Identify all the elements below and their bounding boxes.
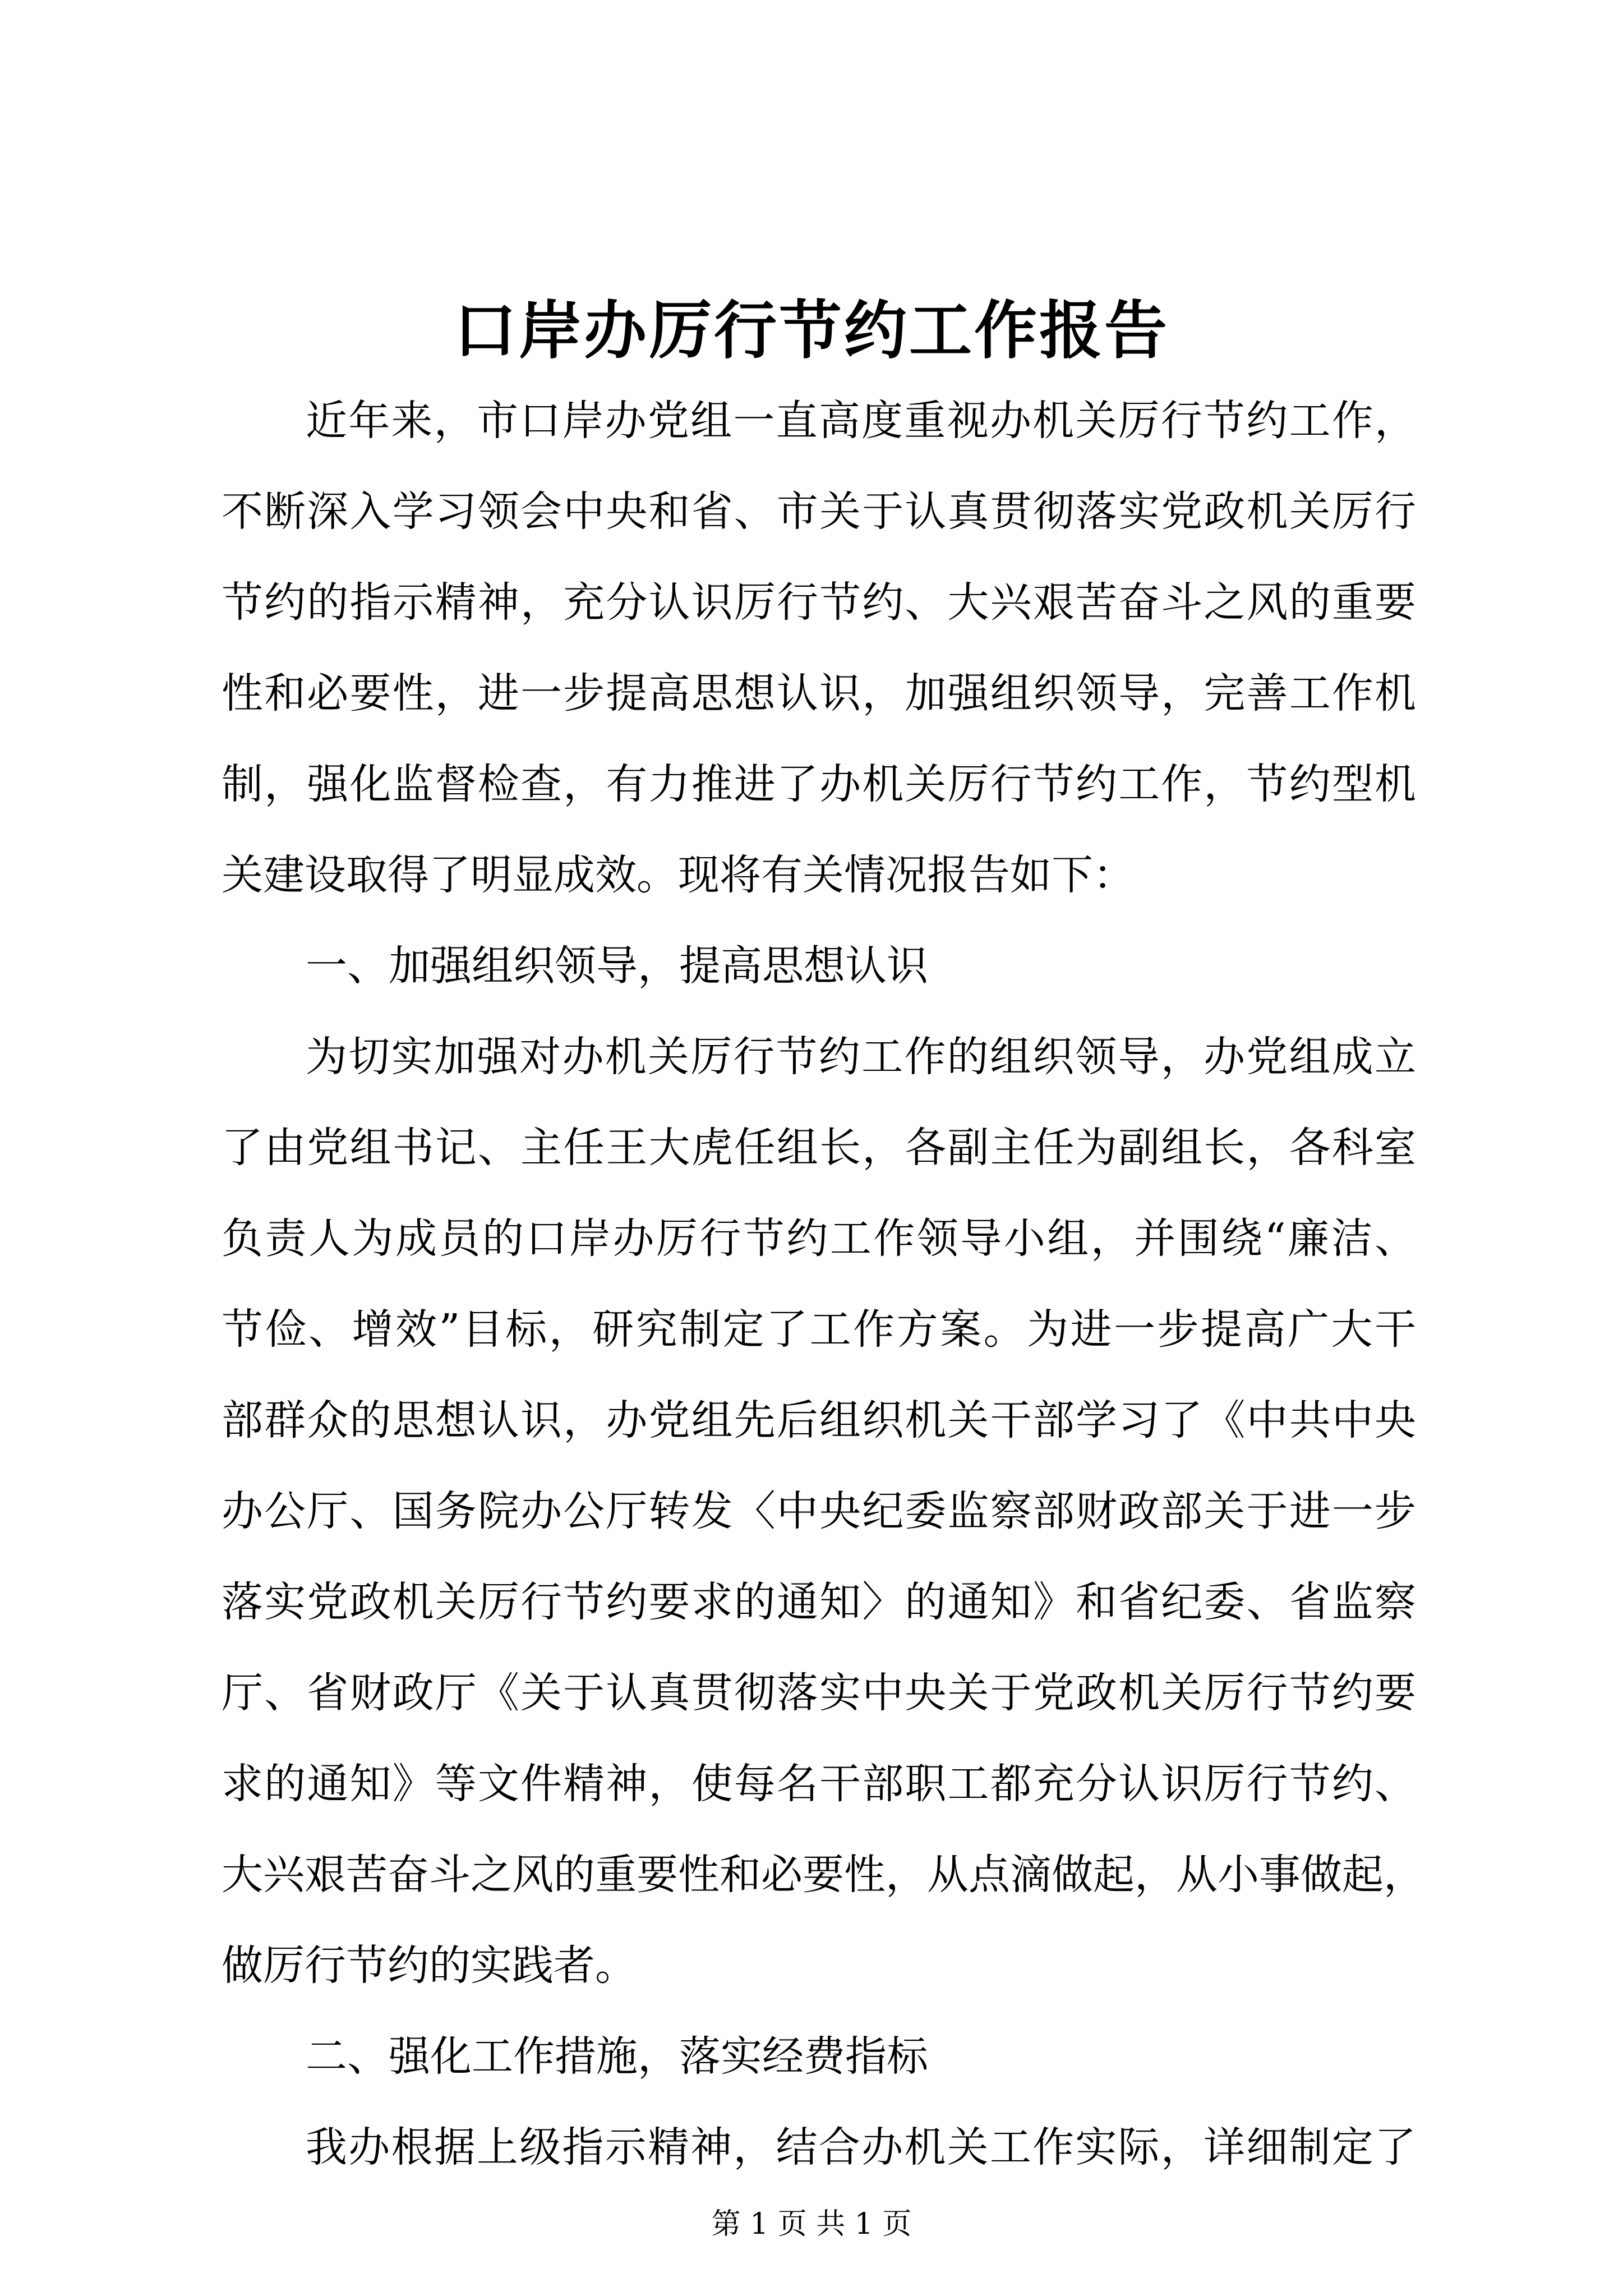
paragraph-line: 求的通知》等文件精神，使每名干部职工都充分认识厉行节约、 <box>222 1760 1416 1808</box>
paragraph-line: 我办根据上级指示精神，结合办机关工作实际，详细制定了 <box>306 2123 1416 2171</box>
paragraph-line: 负责人为成员的口岸办厉行节约工作领导小组，并围绕“廉洁、 <box>222 1214 1416 1263</box>
paragraph-line: 关建设取得了明显成效。现将有关情况报告如下： <box>222 851 1135 899</box>
paragraph-line: 厅、省财政厅《关于认真贯彻落实中央关于党政机关厉行节约要 <box>222 1669 1416 1717</box>
paragraph-line: 制，强化监督检查，有力推进了办机关厉行节约工作，节约型机 <box>222 760 1416 808</box>
paragraph-line: 办公厅、国务院办公厅转发〈中央纪委监察部财政部关于进一步 <box>222 1487 1416 1535</box>
page-footer: 第 1 页 共 1 页 <box>711 2207 912 2241</box>
paragraph-line: 近年来，市口岸办党组一直高度重视办机关厉行节约工作， <box>306 397 1416 445</box>
document-title: 口岸办厉行节约工作报告 <box>454 294 1169 367</box>
paragraph-line: 落实党政机关厉行节约要求的通知〉的通知》和省纪委、省监察 <box>222 1578 1416 1626</box>
paragraph-line: 大兴艰苦奋斗之风的重要性和必要性，从点滴做起，从小事做起， <box>222 1851 1425 1899</box>
paragraph-line: 做厉行节约的实践者。 <box>222 1941 637 1990</box>
section-heading: 二、强化工作措施，落实经费指标 <box>306 2032 928 2081</box>
paragraph-line: 不断深入学习领会中央和省、市关于认真贯彻落实党政机关厉行 <box>222 487 1416 536</box>
paragraph-line: 节约的指示精神，充分认识厉行节约、大兴艰苦奋斗之风的重要 <box>222 578 1416 627</box>
paragraph-line: 部群众的思想认识，办党组先后组织机关干部学习了《中共中央 <box>222 1396 1416 1444</box>
paragraph-line: 为切实加强对办机关厉行节约工作的组织领导，办党组成立 <box>306 1033 1416 1081</box>
section-heading: 一、加强组织领导，提高思想认识 <box>306 942 928 990</box>
paragraph-line: 性和必要性，进一步提高思想认识，加强组织领导，完善工作机 <box>222 669 1416 717</box>
paragraph-line: 了由党组书记、主任王大虎任组长，各副主任为副组长，各科室 <box>222 1124 1416 1172</box>
paragraph-line: 节俭、增效”目标，研究制定了工作方案。为进一步提高广大干 <box>222 1305 1416 1354</box>
